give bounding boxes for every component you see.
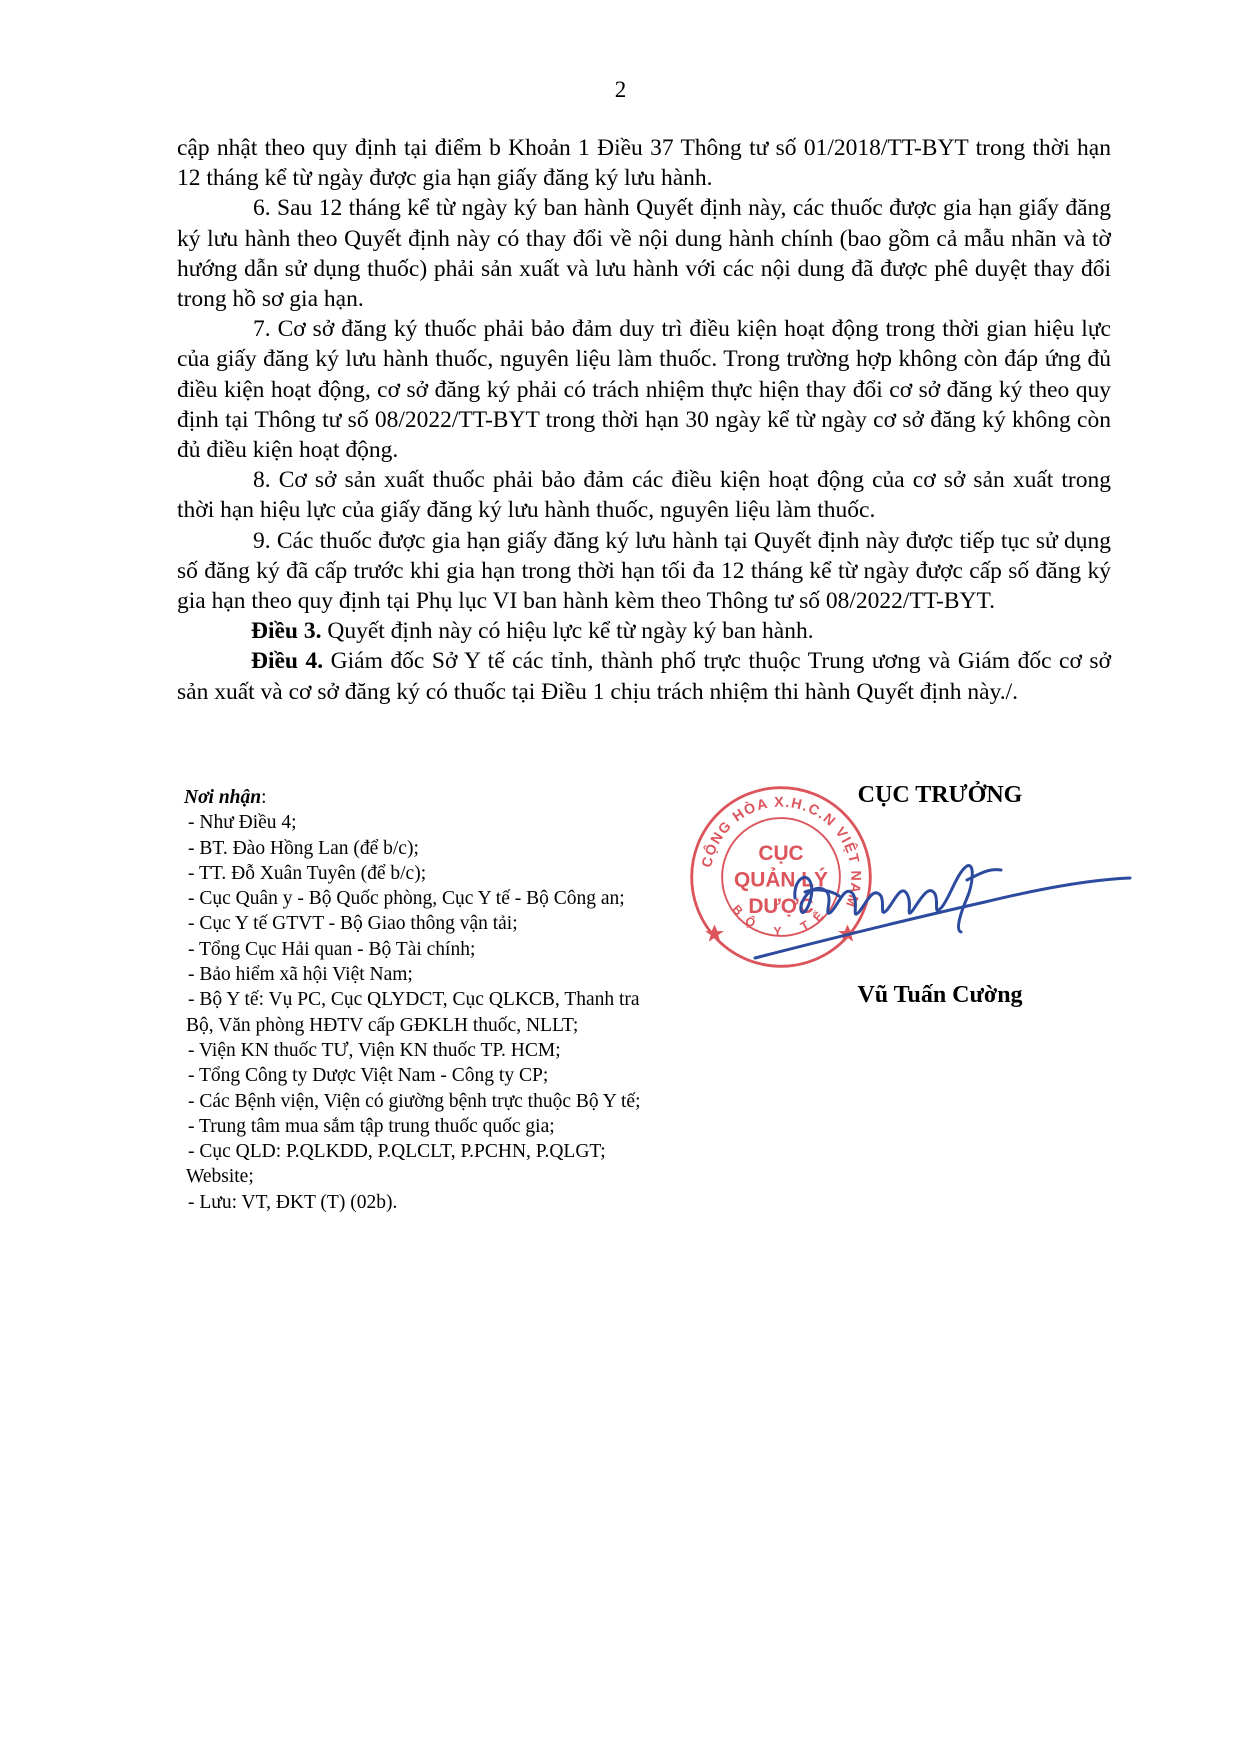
paragraph-item-6: 6. Sau 12 tháng kể từ ngày ký ban hành Quyết định này, các thuốc được gia hạn giấy đăng ký lưu hành theo Quyết định này có thay đổi về nội dung hành chính (bao gồm cả mẫu nhãn và tờ hướng dẫn sử dụng thuốc) phải sản xuất và lưu hành với các nội dung đã được phê duyệt thay đổi trong hồ sơ gia hạn. [177,195,1111,313]
paragraph-continuation: cập nhật theo quy định tại điểm b Khoản 1 Điều 37 Thông tư số 01/2018/TT-BYT trong thời hạn 12 tháng kể từ ngày được gia hạn giấy đăng ký lưu hành. [177,135,1111,192]
article-3 [177,616,1111,646]
signer-position: CỤC TRƯỞNG [857,782,1023,808]
recipients-list [184,785,748,1215]
recipient-item: - Như Điều 4; [188,812,297,834]
recipient-item: - Cục Quân y - Bộ Quốc phòng, Cục Y tế - Bộ Công an; [188,888,625,910]
recipient-item: - Viện KN thuốc TƯ, Viện KN thuốc TP. HCM; [188,1039,561,1061]
recipient-item: - BT. Đào Hồng Lan (để b/c); [188,837,419,859]
recipient-item-continuation: Website; [186,1166,254,1188]
recipients-heading [186,785,748,810]
page-number: 2 [614,77,627,102]
signer-name: Vũ Tuấn Cường [857,982,1023,1008]
recipient-item: - Các Bệnh viện, Viện có giường bệnh trực thuộc Bộ Y tế; [188,1090,641,1112]
article-3-label: Điều 3. [251,618,322,645]
recipient-item: - TT. Đỗ Xuân Tuyên (để b/c); [188,862,427,884]
recipients-title: Nơi nhận [184,787,262,808]
recipient-item: - Tổng Cục Hải quan - Bộ Tài chính; [188,938,476,960]
signature-stroke [795,866,972,932]
recipient-item: - Tổng Công ty Dược Việt Nam - Công ty CP; [188,1065,549,1087]
paragraph-item-7: 7. Cơ sở đăng ký thuốc phải bảo đảm duy trì điều kiện hoạt động trong thời gian hiệu lực của giấy đăng ký lưu hành thuốc, nguyên liệu làm thuốc. Trong trường hợp không còn đáp ứng đủ điều kiện hoạt động, cơ sở đăng ký phải có trách nhiệm thực hiện thay đổi cơ sở đăng ký theo quy định tại Thông tư số 08/2022/TT-BYT trong thời hạn 30 ngày kể từ ngày cơ sở đăng ký không còn đủ điều kiện hoạt động. [177,316,1111,464]
seal-ring-text-path: CỘNG HÒA X.H.C.N VIỆT NAM [699,794,864,911]
article-4 [177,646,1111,706]
recipient-item: - Cục QLD: P.QLKDD, P.QLCLT, P.PCHN, P.QLGT; [188,1141,606,1163]
seal-bottom-text-path: BỘ Y TẾ [729,902,833,939]
recipient-item: - Cục Y tế GTVT - Bộ Giao thông vận tải; [188,913,518,935]
seal-line-3: DƯỢC [748,895,814,919]
seal-line-2: QUẢN LÝ [733,868,829,892]
paragraph-item-8: 8. Cơ sở sản xuất thuốc phải bảo đảm các điều kiện hoạt động của cơ sở sản xuất trong thời hạn hiệu lực của giấy đăng ký lưu hành thuốc, nguyên liệu làm thuốc. [177,467,1111,524]
document-body [177,133,1111,707]
handwritten-signature [735,840,1135,960]
signature-strokes [755,866,1130,958]
recipient-item: - Lưu: VT, ĐKT (T) (02b). [188,1191,398,1213]
article-4-label: Điều 4. [251,648,324,675]
recipients-title-colon: : [261,787,267,808]
article-4-text: Giám đốc Sở Y tế các tỉnh, thành phố trực thuộc Trung ương và Giám đốc cơ sở sản xuất và cơ sở đăng ký có thuốc tại Điều 1 chịu trách nhiệm thi hành Quyết định này./. [177,648,1111,705]
recipient-item: - Trung tâm mua sắm tập trung thuốc quốc gia; [188,1115,555,1137]
recipient-item-continuation: Bộ, Văn phòng HĐTV cấp GĐKLH thuốc, NLLT; [186,1014,579,1036]
recipient-item: - Bộ Y tế: Vụ PC, Cục QLYDCT, Cục QLKCB, Thanh tra [188,989,640,1011]
article-3-text: Quyết định này có hiệu lực kể từ ngày ký ban hành. [321,618,814,645]
paragraph-item-9: 9. Các thuốc được gia hạn giấy đăng ký lưu hành tại Quyết định này được tiếp tục sử dụng số đăng ký đã cấp trước khi gia hạn trong thời hạn tối đa 12 tháng kể từ ngày được cấp số đăng ký gia hạn theo quy định tại Phụ lục VI ban hành kèm theo Thông tư số 08/2022/TT-BYT. [177,527,1111,615]
seal-line-1: CỤC [758,841,804,865]
recipient-item: - Bảo hiểm xã hội Việt Nam; [188,964,413,986]
